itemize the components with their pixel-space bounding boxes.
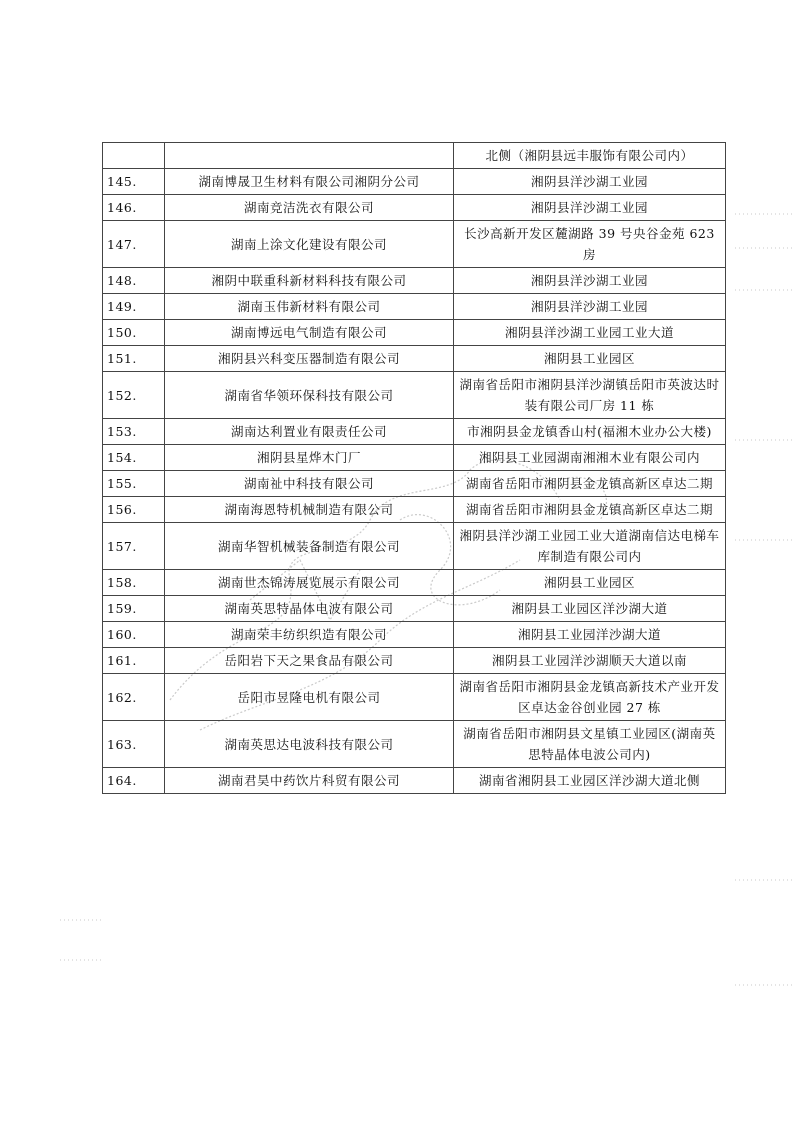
table-row (103, 320, 726, 346)
table-row (103, 294, 726, 320)
table-row (103, 372, 726, 419)
row-number: 152. (103, 372, 165, 419)
company-name: 湘阴县兴科变压器制造有限公司 (165, 346, 454, 372)
table-row (103, 648, 726, 674)
row-number: 156. (103, 497, 165, 523)
company-name: 湖南荣丰纺织织造有限公司 (165, 622, 454, 648)
company-name: 湖南省华领环保科技有限公司 (165, 372, 454, 419)
row-number: 154. (103, 445, 165, 471)
row-number: 148. (103, 268, 165, 294)
row-number: 150. (103, 320, 165, 346)
table-row (103, 221, 726, 268)
row-number: 146. (103, 195, 165, 221)
table-row (103, 721, 726, 768)
row-number: 159. (103, 596, 165, 622)
table-row (103, 346, 726, 372)
company-address: 湖南省岳阳市湘阴县文星镇工业园区(湖南英思特晶体电波公司内) (454, 721, 726, 768)
company-address: 市湘阴县金龙镇香山村(福湘木业办公大楼) (454, 419, 726, 445)
company-name: 岳阳岩下天之果食品有限公司 (165, 648, 454, 674)
row-number (103, 143, 165, 169)
company-address: 湘阴县工业园洋沙湖大道 (454, 622, 726, 648)
company-address: 湘阴县洋沙湖工业园 (454, 195, 726, 221)
table-row (103, 570, 726, 596)
table-row (103, 471, 726, 497)
company-address: 湘阴县洋沙湖工业园工业大道湖南信达电梯车库制造有限公司内 (454, 523, 726, 570)
table-row (103, 523, 726, 570)
row-number: 157. (103, 523, 165, 570)
company-name: 湖南华智机械装备制造有限公司 (165, 523, 454, 570)
table-row (103, 419, 726, 445)
company-address: 湘阴县工业园洋沙湖顺天大道以南 (454, 648, 726, 674)
company-address: 湖南省湘阴县工业园区洋沙湖大道北侧 (454, 768, 726, 794)
row-number: 155. (103, 471, 165, 497)
company-address: 湘阴县工业园区 (454, 346, 726, 372)
row-number: 145. (103, 169, 165, 195)
company-name: 湖南君昊中药饮片科贸有限公司 (165, 768, 454, 794)
table-row (103, 497, 726, 523)
row-number: 163. (103, 721, 165, 768)
company-address: 湖南省岳阳市湘阴县金龙镇高新区卓达二期 (454, 471, 726, 497)
company-address: 湘阴县洋沙湖工业园 (454, 169, 726, 195)
company-address: 湖南省岳阳市湘阴县洋沙湖镇岳阳市英波达时装有限公司厂房 11 栋 (454, 372, 726, 419)
company-name: 湖南达利置业有限责任公司 (165, 419, 454, 445)
row-number: 147. (103, 221, 165, 268)
company-name: 湖南世杰锦涛展览展示有限公司 (165, 570, 454, 596)
company-name: 湘阴县星烨木门厂 (165, 445, 454, 471)
table-row (103, 169, 726, 195)
company-name: 湖南博远电气制造有限公司 (165, 320, 454, 346)
table-row (103, 596, 726, 622)
company-address: 湖南省岳阳市湘阴县金龙镇高新技术产业开发区卓达金谷创业园 27 栋 (454, 674, 726, 721)
company-name: 湖南玉伟新材料有限公司 (165, 294, 454, 320)
company-name (165, 143, 454, 169)
company-address: 湘阴县洋沙湖工业园 (454, 294, 726, 320)
table-row (103, 195, 726, 221)
table-row (103, 622, 726, 648)
company-address: 湘阴县工业园区洋沙湖大道 (454, 596, 726, 622)
company-name: 湖南海恩特机械制造有限公司 (165, 497, 454, 523)
company-address: 湘阴县工业园区 (454, 570, 726, 596)
company-name: 湖南博晟卫生材料有限公司湘阴分公司 (165, 169, 454, 195)
company-name: 湖南上涂文化建设有限公司 (165, 221, 454, 268)
row-number: 160. (103, 622, 165, 648)
table-row (103, 268, 726, 294)
table-row (103, 674, 726, 721)
row-number: 161. (103, 648, 165, 674)
row-number: 149. (103, 294, 165, 320)
company-address: 长沙高新开发区麓湖路 39 号央谷金苑 623 房 (454, 221, 726, 268)
company-address: 湘阴县洋沙湖工业园 (454, 268, 726, 294)
row-number: 162. (103, 674, 165, 721)
company-address: 湘阴县工业园湖南湘湘木业有限公司内 (454, 445, 726, 471)
table-row (103, 768, 726, 794)
table-row (103, 445, 726, 471)
company-name: 湖南竞洁洗衣有限公司 (165, 195, 454, 221)
company-name: 湖南英思达电波科技有限公司 (165, 721, 454, 768)
company-address-table (102, 142, 726, 794)
table-row (103, 143, 726, 169)
company-name: 岳阳市昱隆电机有限公司 (165, 674, 454, 721)
row-number: 158. (103, 570, 165, 596)
company-address: 北侧（湘阴县远丰服饰有限公司内） (454, 143, 726, 169)
company-address: 湖南省岳阳市湘阴县金龙镇高新区卓达二期 (454, 497, 726, 523)
row-number: 153. (103, 419, 165, 445)
company-name: 湘阴中联重科新材料科技有限公司 (165, 268, 454, 294)
company-name: 湖南祉中科技有限公司 (165, 471, 454, 497)
row-number: 151. (103, 346, 165, 372)
row-number: 164. (103, 768, 165, 794)
company-address: 湘阴县洋沙湖工业园工业大道 (454, 320, 726, 346)
company-name: 湖南英思特晶体电波有限公司 (165, 596, 454, 622)
